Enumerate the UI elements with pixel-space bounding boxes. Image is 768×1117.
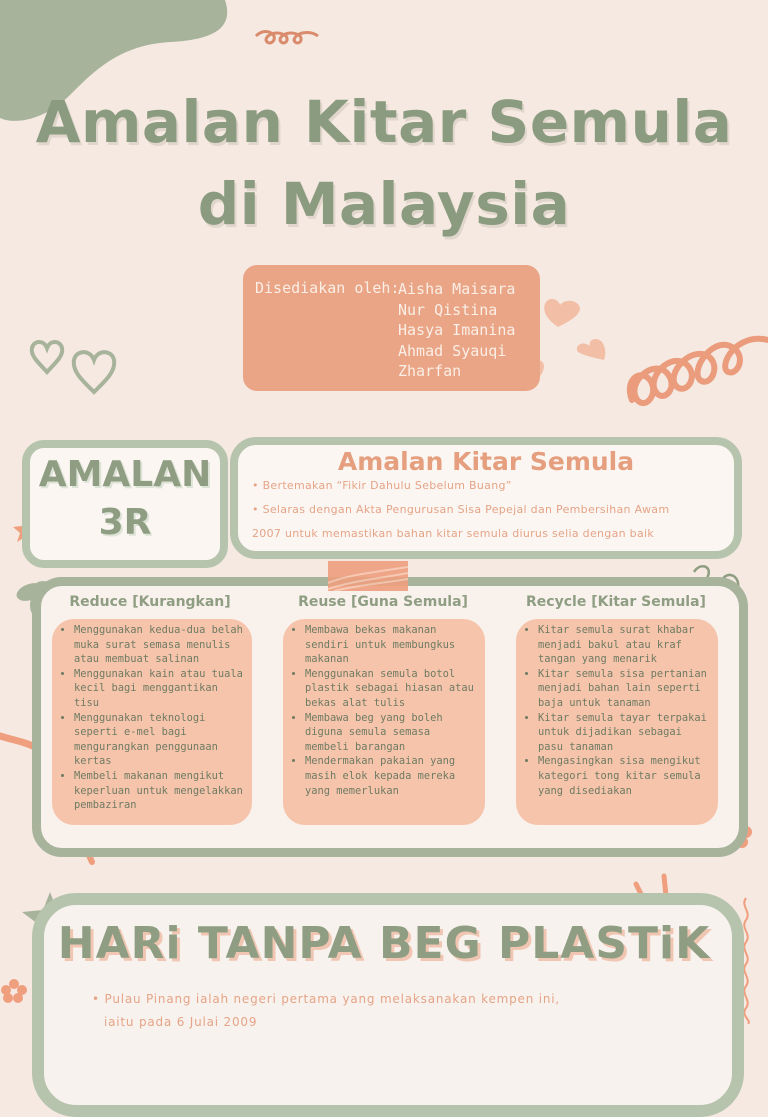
tape-decoration (328, 561, 408, 591)
amalan-3r-box (22, 440, 228, 568)
list-item: • Menggunakan kedua-dua belah muka surat semasa menulis atau membuat salinan (74, 623, 246, 667)
hari-line-2: iaitu pada 6 Julai 2009 (104, 1015, 258, 1029)
column-heading-reduce: Reduce [Kurangkan] (69, 594, 231, 610)
list-item: • Mendermakan pakaian yang masih elok kepada mereka yang memerlukan (305, 754, 479, 798)
page-title-line1: Amalan Kitar Semula (35, 88, 733, 156)
list-item: • Menggunakan kain atau tuala kecil bagi menggantikan tisu (74, 667, 246, 711)
hari-line-1: • Pulau Pinang ialah negeri pertama yang melaksanakan kempen ini, (92, 992, 561, 1006)
prepared-by-label: Disediakan oleh: (255, 279, 400, 297)
recycle-card (516, 619, 718, 825)
amalan-3r-line2: 3R (98, 502, 152, 543)
list-item: • Menggunakan semula botol plastik sebagai hiasan atau bekas alat tulis (305, 667, 479, 711)
heart-icon (32, 342, 114, 392)
list-item: • Membawa bekas makanan sendiri untuk membungkus makanan (305, 623, 479, 667)
aks-bullet-2-line2: 2007 untuk memastikan bahan kitar semula diurus selia dengan baik (252, 527, 655, 540)
list-item: • Kitar semula surat khabar menjadi bakul atau kraf tangan yang menarik (538, 623, 712, 667)
list-item: • Membawa beg yang boleh diguna semula semasa membeli barangan (305, 711, 479, 755)
reduce-card (52, 619, 252, 825)
author-name: Aisha Maisara (398, 280, 516, 298)
amalan-3r-line1: AMALAN (38, 454, 212, 495)
aks-bullet-1: • Bertemakan “Fikir Dahulu Sebelum Buang” (252, 479, 512, 492)
prepared-by-names (398, 279, 515, 382)
list-item: • Kitar semula sisa pertanian menjadi bahan lain seperti baja untuk tanaman (538, 667, 712, 711)
list-item: • Menggunakan teknologi seperti e-mel bagi mengurangkan penggunaan kertas (74, 711, 246, 769)
list-item: • Kitar semula tayar terpakai untuk dijadikan sebagai pasu tanaman (538, 711, 712, 755)
list-item: • Membeli makanan mengikut keperluan untuk mengelakkan pembaziran (74, 769, 246, 813)
list-item: • Mengasingkan sisa mengikut kategori tong kitar semula yang disediakan (538, 754, 712, 798)
prepared-by-box (243, 265, 540, 391)
page-title-line2: di Malaysia (197, 170, 571, 238)
amalan-kitar-semula-box (230, 437, 742, 559)
author-name: Ahmad Syauqi (398, 341, 507, 360)
column-heading-reuse: Reuse [Guna Semula] (298, 594, 468, 610)
author-name: Zharfan (398, 362, 462, 380)
flower-icon (1, 979, 27, 1003)
hari-tanpa-beg-text (92, 988, 560, 1034)
aks-bullet-2-line1: • Selaras dengan Akta Pengurusan Sisa Pepejal dan Pembersihan Awam (252, 503, 670, 516)
column-heading-recycle: Recycle [Kitar Semula] (526, 594, 706, 610)
author-name: Nur Qistina (398, 300, 498, 319)
swirl-decoration (256, 32, 318, 43)
aks-heading: Amalan Kitar Semula (337, 447, 635, 476)
hari-tanpa-beg-heading: HARi TANPA BEG PLASTiK (57, 918, 711, 969)
author-name: Hasya Imanina (398, 321, 516, 339)
reuse-card (283, 619, 485, 825)
spring-decoration (630, 339, 768, 403)
